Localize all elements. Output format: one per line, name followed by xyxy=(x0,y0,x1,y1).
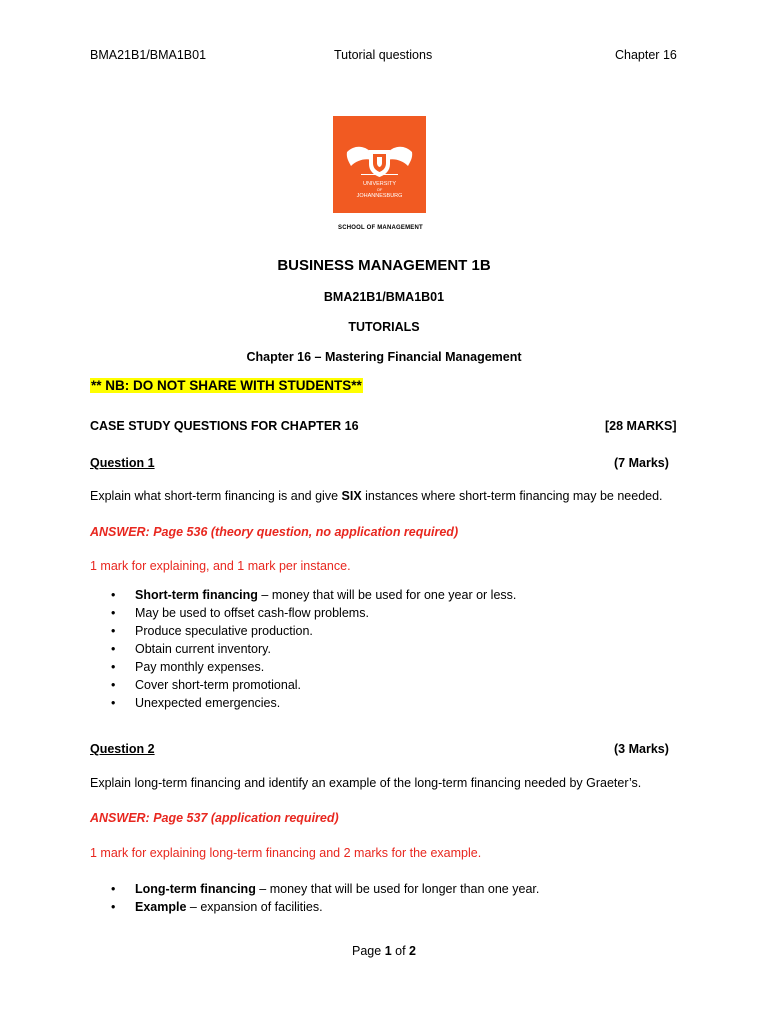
question-2-marking: 1 mark for explaining long-term financing and 2 marks for the example. xyxy=(90,846,482,860)
question-1-answer: ANSWER: Page 536 (theory question, no application required) xyxy=(90,525,459,539)
question-2-answer: ANSWER: Page 537 (application required) xyxy=(90,811,339,825)
question-1-text-a: Explain what short-term financing is and give xyxy=(90,489,342,503)
question-1-marking: 1 mark for explaining, and 1 mark per instance. xyxy=(90,559,351,573)
list-item: • Obtain current inventory. xyxy=(90,640,516,658)
question-2-marks: (3 Marks) xyxy=(614,742,669,756)
case-study-label: CASE STUDY QUESTIONS FOR CHAPTER 16 xyxy=(90,419,359,433)
list-item: • Produce speculative production. xyxy=(90,622,516,640)
question-2-text: Explain long-term financing and identify an example of the long-term financing needed by Graeter’s. xyxy=(90,776,642,790)
case-study-marks: [28 MARKS] xyxy=(605,419,677,433)
logo-line-3: JOHANNESBURG xyxy=(356,193,403,199)
question-1-text-b: instances where short-term financing may be needed. xyxy=(361,489,663,503)
logo-emblem-icon xyxy=(333,116,426,213)
question-1-answer-list xyxy=(90,586,516,712)
list-item: • Unexpected emergencies. xyxy=(90,694,516,712)
header-center: Tutorial questions xyxy=(334,48,433,62)
notice-text: ** NB: DO NOT SHARE WITH STUDENTS** xyxy=(91,378,362,393)
course-code: BMA21B1/BMA1B01 xyxy=(323,290,445,304)
list-item: • May be used to offset cash-flow problems. xyxy=(90,604,516,622)
university-logo xyxy=(333,116,426,213)
logo-caption: SCHOOL OF MANAGEMENT xyxy=(338,225,423,231)
list-item: • Short-term financing – money that will be used for one year or less. xyxy=(90,586,516,604)
question-1-text xyxy=(90,489,663,503)
question-2-answer-list xyxy=(90,880,539,916)
header-right: Chapter 16 xyxy=(615,48,677,62)
list-item: • Example – expansion of facilities. xyxy=(90,898,539,916)
chapter-title: Chapter 16 – Mastering Financial Management xyxy=(246,350,522,364)
list-item: • Cover short-term promotional. xyxy=(90,676,516,694)
list-item: • Long-term financing – money that will be used for longer than one year. xyxy=(90,880,539,898)
logo-line-2: OF xyxy=(376,187,383,192)
question-1-label: Question 1 xyxy=(90,456,155,470)
subtitle: TUTORIALS xyxy=(348,320,420,334)
question-2-label: Question 2 xyxy=(90,742,155,756)
header-left: BMA21B1/BMA1B01 xyxy=(90,48,207,62)
list-item: • Pay monthly expenses. xyxy=(90,658,516,676)
logo-line-1: UNIVERSITY xyxy=(362,181,397,187)
question-1-marks: (7 Marks) xyxy=(614,456,669,470)
notice-banner xyxy=(90,378,363,393)
document-title: BUSINESS MANAGEMENT 1B xyxy=(277,257,491,274)
page-number: Page 1 of 2 xyxy=(352,944,416,958)
question-1-text-bold: SIX xyxy=(341,489,362,503)
